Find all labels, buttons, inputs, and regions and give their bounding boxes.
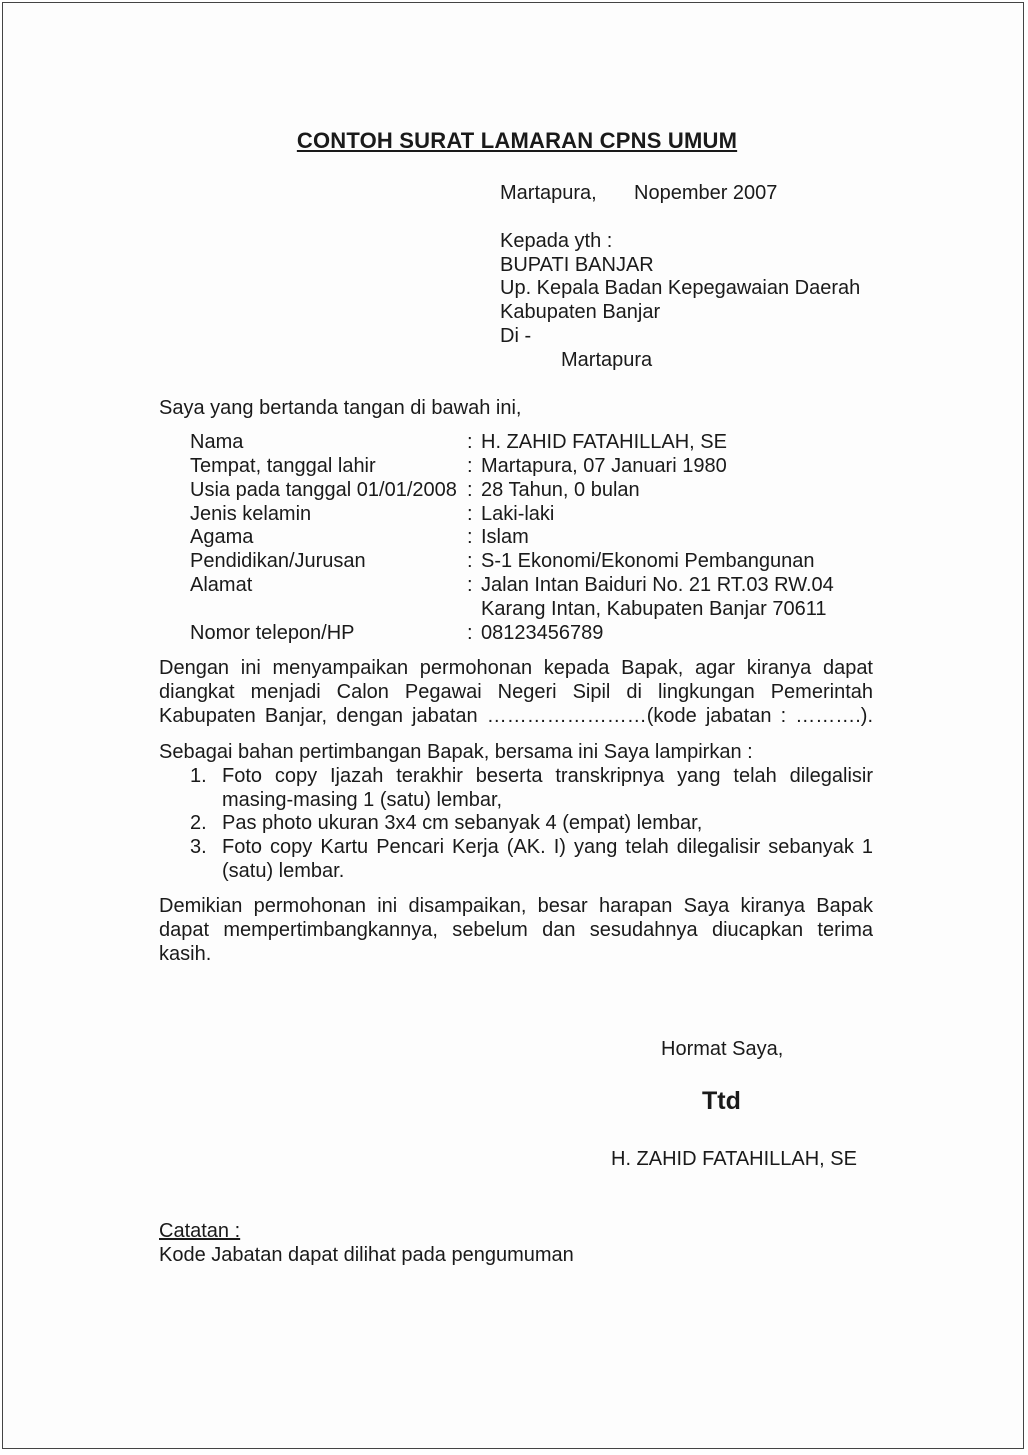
field-separator: : — [467, 574, 473, 596]
note-heading: Catatan : — [159, 1220, 241, 1242]
recipient-line: Up. Kepala Badan Kepegawaian Daerah — [500, 277, 861, 299]
field-separator: : — [467, 431, 473, 453]
field-separator: : — [467, 622, 473, 644]
letter-place: Martapura, — [500, 182, 597, 204]
field-value: Laki-laki — [481, 503, 555, 525]
recipient-line: Kabupaten Banjar — [500, 301, 661, 323]
field-value: 08123456789 — [481, 622, 604, 644]
request-paragraph — [159, 656, 873, 728]
paragraph-line: Dengan ini menyampaikan permohonan kepada Bapak, agar kiranya dapat — [159, 657, 873, 679]
field-label: Nama — [190, 431, 244, 453]
field-label: Nomor telepon/HP — [190, 622, 355, 644]
field-separator: : — [467, 479, 473, 501]
field-value: Martapura, 07 Januari 1980 — [481, 455, 727, 477]
list-number: 1. — [190, 765, 207, 787]
list-item — [222, 835, 873, 883]
field-label: Jenis kelamin — [190, 503, 312, 525]
list-item-line: masing-masing 1 (satu) lembar, — [222, 789, 503, 811]
field-value: Jalan Intan Baiduri No. 21 RT.03 RW.04 — [481, 574, 834, 596]
letter-title: CONTOH SURAT LAMARAN CPNS UMUM — [296, 128, 738, 153]
recipient-line: Di - — [500, 325, 532, 347]
paragraph-line: kasih. — [159, 943, 212, 965]
closing-paragraph — [159, 894, 873, 966]
recipient-line: BUPATI BANJAR — [500, 254, 654, 276]
salutation: Hormat Saya, — [661, 1038, 784, 1060]
paragraph-line: Demikian permohonan ini disampaikan, besar harapan Saya kiranya Bapak — [159, 895, 873, 917]
field-label: Alamat — [190, 574, 253, 596]
paragraph-line: dapat mempertimbangkannya, sebelum dan sesudahnya diucapkan terima — [159, 919, 873, 941]
field-separator: : — [467, 550, 473, 572]
list-item-line: Foto copy Kartu Pencari Kerja (AK. I) yang telah dilegalisir sebanyak 1 — [222, 836, 873, 858]
field-label: Agama — [190, 526, 254, 548]
field-label: Pendidikan/Jurusan — [190, 550, 366, 572]
field-label: Tempat, tanggal lahir — [190, 455, 376, 477]
attachments-intro: Sebagai bahan pertimbangan Bapak, bersama ini Saya lampirkan : — [159, 741, 753, 763]
paragraph-line: diangkat menjadi Calon Pegawai Negeri Sipil di lingkungan Pemerintah — [159, 681, 873, 703]
letter-date: Nopember 2007 — [634, 182, 778, 204]
signer-name: H. ZAHID FATAHILLAH, SE — [611, 1148, 857, 1170]
list-item-line: Pas photo ukuran 3x4 cm sebanyak 4 (empat) lembar, — [222, 812, 703, 834]
field-separator: : — [467, 503, 473, 525]
field-separator: : — [467, 455, 473, 477]
field-value: H. ZAHID FATAHILLAH, SE — [481, 431, 727, 453]
list-number: 2. — [190, 812, 207, 834]
signature-ttd: Ttd — [702, 1087, 741, 1115]
recipient-line: Martapura — [561, 349, 653, 371]
field-separator: : — [467, 526, 473, 548]
paragraph-line: Kabupaten Banjar, dengan jabatan ……………………(kode jabatan : ……….). — [159, 705, 873, 727]
list-item-line: Foto copy Ijazah terakhir beserta transkripnya yang telah dilegalisir — [222, 765, 873, 787]
recipient-line: Kepada yth : — [500, 230, 613, 252]
intro-text: Saya yang bertanda tangan di bawah ini, — [159, 397, 522, 419]
field-value-continued: Karang Intan, Kabupaten Banjar 70611 — [481, 598, 827, 620]
list-item — [222, 764, 873, 812]
field-value: 28 Tahun, 0 bulan — [481, 479, 640, 501]
note-text: Kode Jabatan dapat dilihat pada pengumuman — [159, 1244, 574, 1266]
list-item — [222, 811, 873, 835]
field-value: S-1 Ekonomi/Ekonomi Pembangunan — [481, 550, 815, 572]
field-label: Usia pada tanggal 01/01/2008 — [190, 479, 457, 501]
list-number: 3. — [190, 836, 207, 858]
list-item-line: (satu) lembar. — [222, 860, 345, 882]
field-value: Islam — [481, 526, 529, 548]
letter-page — [2, 2, 1024, 1449]
